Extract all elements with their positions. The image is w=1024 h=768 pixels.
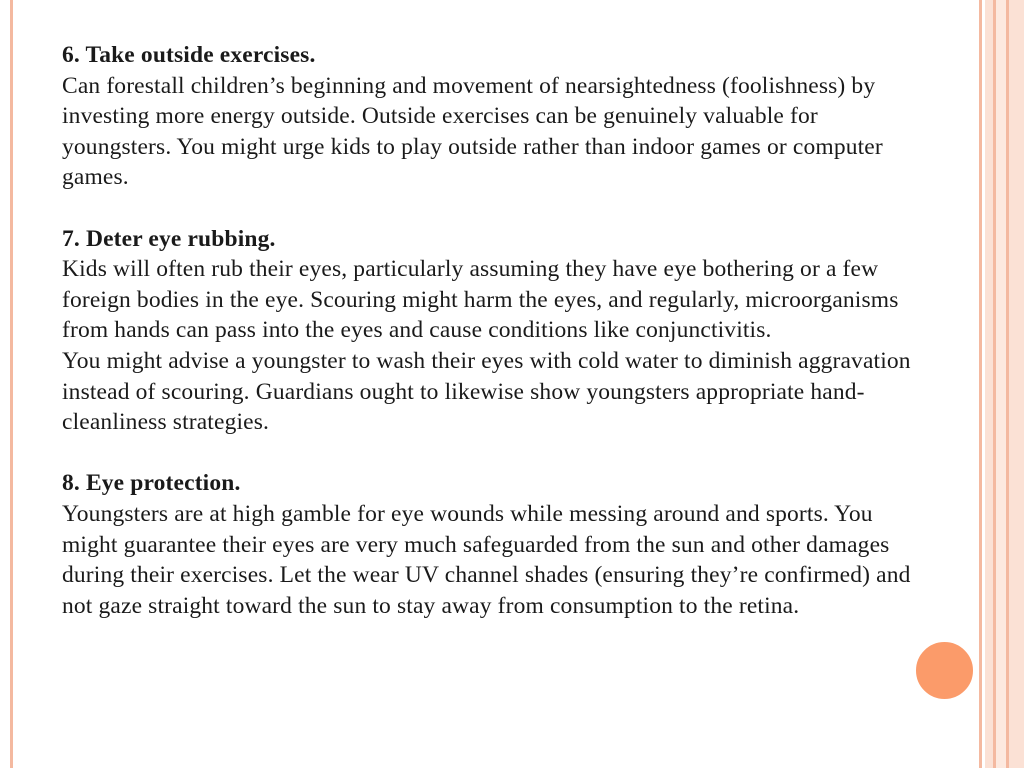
decorative-circle	[914, 640, 975, 701]
section-paragraph: You might advise a youngster to wash their eyes with cold water to diminish aggravation instead of scouring. Guardians ought to likewise show youngsters appropriate hand-cleanliness strategies.	[62, 347, 911, 436]
stripe	[979, 0, 982, 768]
section-heading: 7. Deter eye rubbing.	[62, 225, 276, 252]
section-heading: 6. Take outside exercises.	[62, 42, 316, 68]
right-decorative-stripes	[979, 0, 1024, 768]
section-deter-eye-rubbing	[62, 224, 922, 438]
slide-body	[62, 40, 922, 652]
section-paragraph: Kids will often rub their eyes, particularly assuming they have eye bothering or a few foreign bodies in the eye. Scouring might harm the eyes, and regularly, microorganisms from hands can pass into the eyes and cause conditions like conjunctivitis.	[62, 256, 899, 344]
stripe	[985, 0, 993, 768]
section-paragraph: Youngsters are at high gamble for eye wounds while messing around and sports. You might guarantee their eyes are very much safeguarded from the sun and other damages during their exercises. Let the wear UV channel shades (ensuring they’re confirmed) and not gaze straight toward the sun to stay away from consumption to the retina.	[62, 500, 911, 619]
section-eye-protection	[62, 468, 922, 621]
section-take-outside-exercises	[62, 40, 922, 193]
left-border-line	[10, 0, 13, 768]
section-paragraph: Can forestall children’s beginning and movement of nearsightedness (foolishness) by investing more energy outside. Outside exercises can be genuinely valuable for youngsters. You might urge kids to play outside rather than indoor games or computer games.	[62, 72, 883, 191]
stripe	[1009, 0, 1024, 768]
section-heading: 8. Eye protection.	[62, 470, 241, 497]
stripe	[996, 0, 1006, 768]
